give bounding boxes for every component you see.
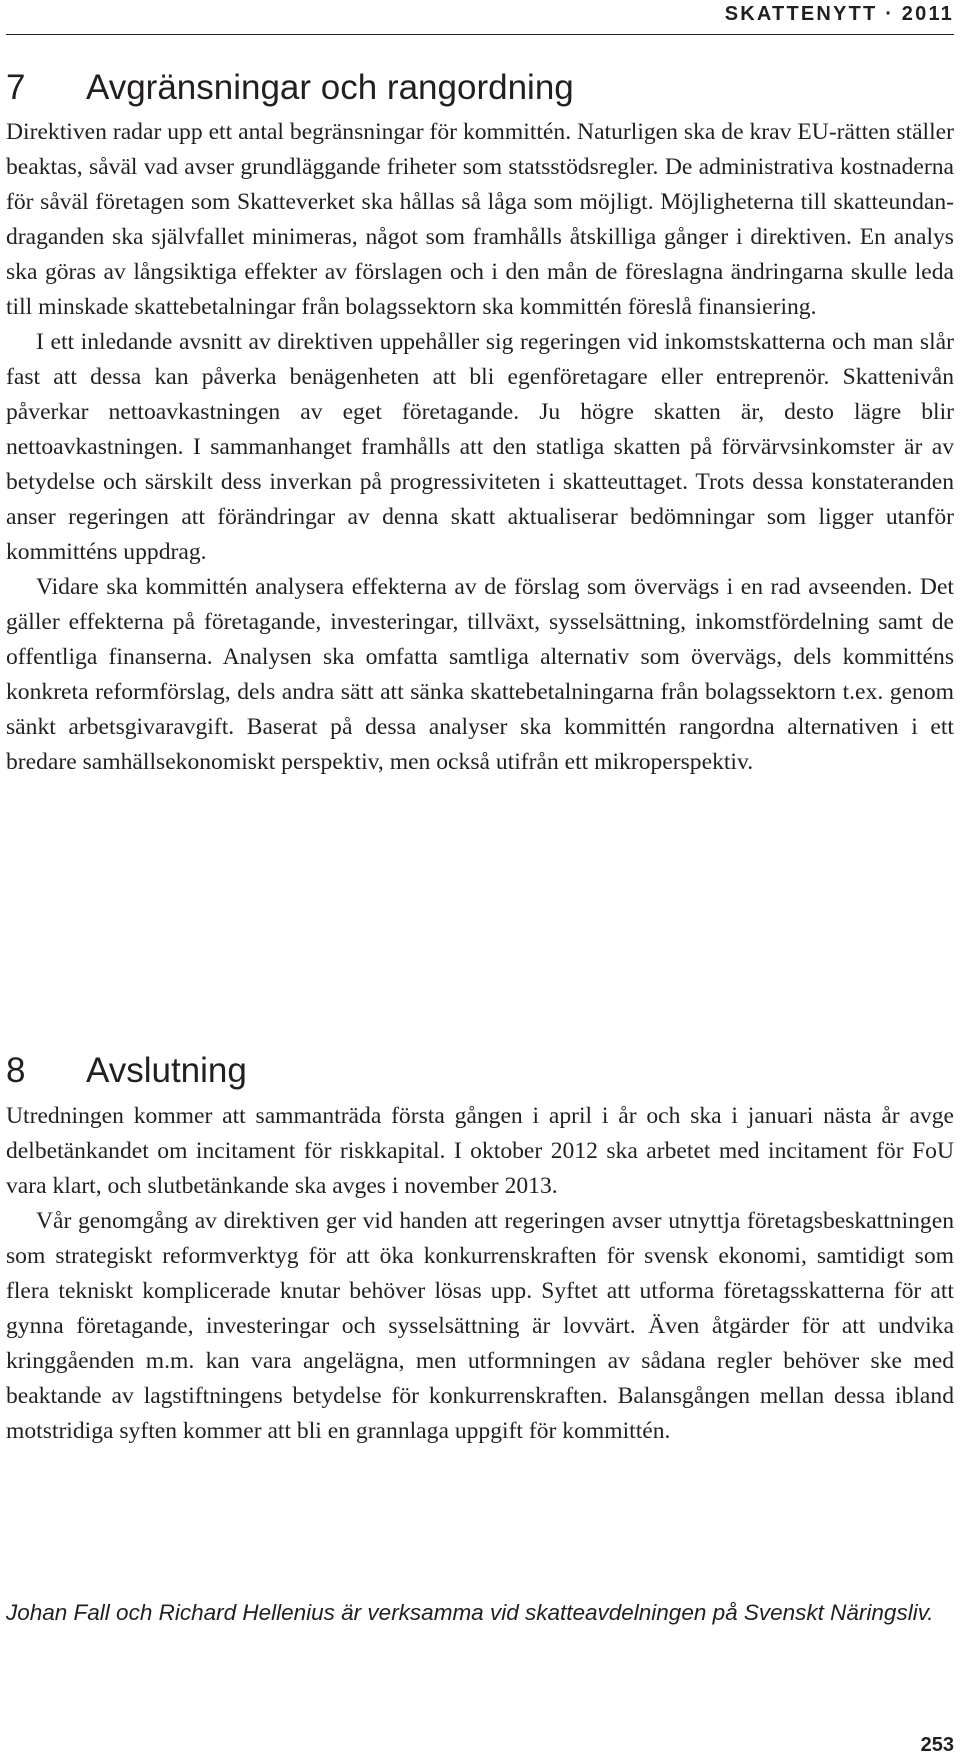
paragraph: Utredningen kommer att sammanträda första gången i april i år och ska i januari nästa år avge delbetänkandet om incitament för riskkapital. I oktober 2012 ska arbetet med incitament för FoU vara klart, och slutbetänkande ska avges i november 2013. bbox=[6, 1103, 954, 1199]
section-heading bbox=[6, 66, 954, 110]
section-8 bbox=[6, 1049, 954, 1449]
section-number: 7 bbox=[6, 68, 26, 107]
paragraph: I ett inledande avsnitt av direktiven uppehåller sig regeringen vid inkomstskatterna och man slår fast att dessa kan påverka benägenheten att bli egenföretagare eller entreprenör. Skattenivån påverkar nettoavkastningen av eget företagande. Ju högre skatten är, desto lägre blir nettoavkastningen. I sammanhanget framhålls att den statliga skatten på förvärvsinkomster är av betydelse och särskilt dess inverkan på progressiviteten i skatteuttaget. Trots dessa konstateranden anser regeringen att förändringar av denna skatt aktualiserar bedömningar som ligger utanför kommitténs uppdrag. bbox=[6, 329, 954, 565]
section-body bbox=[6, 115, 954, 780]
header-divider bbox=[6, 34, 954, 35]
paragraph: Vår genomgång av direktiven ger vid handen att regeringen avser utnyttja företagsbeskattningen som strategiskt reformverktyg för att öka konkurrenskraften för svensk ekonomi, samtidigt som flera tekniskt komplicerade knutar behöver lösas upp. Syftet att utforma företagsskatterna för att gynna företagande, investeringar och sysselsättning är lovvärt. Även åtgärder för att undvika kringgåenden m.m. kan vara angelägna, men utformningen av sådana regler behöver ske med beaktande av lagstiftningens betydelse för konkurrenskraften. Balansgången mellan dessa ibland motstridiga syften kommer att bli en grannlaga uppgift för kommittén. bbox=[6, 1208, 954, 1444]
running-header: SKATTENYTT · 2011 bbox=[724, 3, 954, 25]
section-7 bbox=[6, 66, 954, 780]
section-body bbox=[6, 1099, 954, 1449]
section-title: Avslutning bbox=[86, 1051, 247, 1090]
paragraph: Direktiven radar upp ett antal begränsningar för kommittén. Naturligen ska de krav EU-rätten ställer beaktas, såväl vad avser grundläggande friheter som statsstödsregler. De administrativa kostnaderna för såväl företagen som Skatteverket ska hållas så låga som möjligt. Möjligheterna till skatteundandraganden ska självfallet minimeras, något som framhålls åtskilliga gånger i direktiven. En analys ska göras av långsiktiga effekter av förslagen och i den mån de föreslagna ändringarna skulle leda till minskade skattebetalningar från bolagssektorn ska kommittén föreslå finansiering. bbox=[6, 119, 954, 320]
author-byline: Johan Fall och Richard Hellenius är verksamma vid skatteavdelningen på Svenskt Näringsliv. bbox=[6, 1600, 934, 1625]
section-heading bbox=[6, 1049, 954, 1093]
page-number: 253 bbox=[920, 1734, 954, 1756]
section-title: Avgränsningar och rangordning bbox=[86, 68, 574, 107]
paragraph: Vidare ska kommittén analysera effekterna av de förslag som övervägs i en rad avseenden. Det gäller effekterna på företagande, investeringar, tillväxt, sysselsättning, inkomstfördelning samt de offentliga finanserna. Analysen ska omfatta samtliga alternativ som övervägs, dels kommitténs konkreta reformförslag, dels andra sätt att sänka skattebetalningarna från bolagssektorn t.ex. genom sänkt arbetsgivaravgift. Baserat på dessa analyser ska kommittén rangordna alternativen i ett bredare samhällsekonomiskt perspektiv, men också utifrån ett mikroperspektiv. bbox=[6, 574, 954, 775]
section-number: 8 bbox=[6, 1051, 26, 1090]
